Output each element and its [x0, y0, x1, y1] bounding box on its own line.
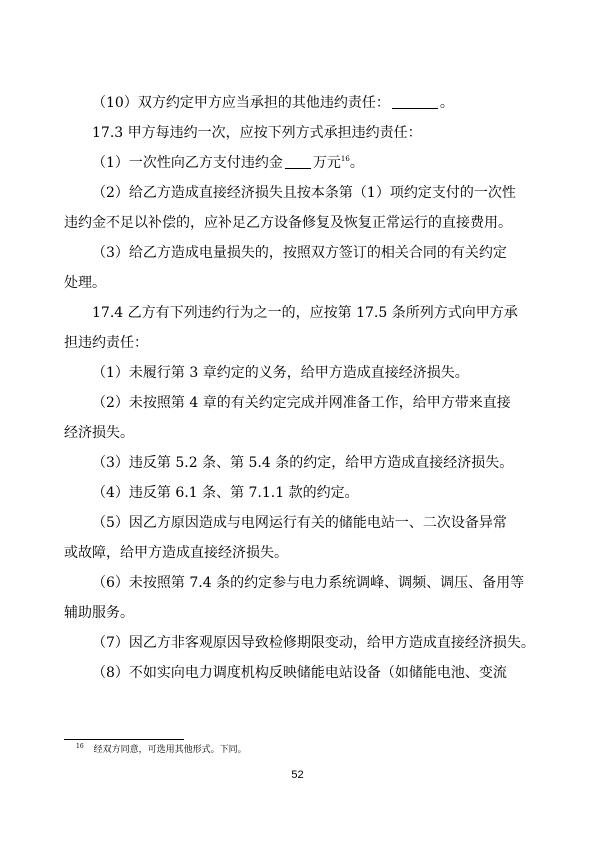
- paragraph-text: （8）不如实向电力调度机构反映储能电站设备（如储能电池、变流: [92, 665, 507, 681]
- paragraph-text: （1）一次性向乙方支付违约金: [92, 155, 283, 171]
- paragraph-text: （5）因乙方原因造成与电网运行有关的储能电站一、二次设备异常: [92, 515, 507, 531]
- paragraph-text: （2）给乙方造成直接经济损失且按本条第（1）项约定支付的一次性: [92, 185, 516, 201]
- paragraph-text: 辅助服务。: [64, 605, 134, 621]
- footnote-reference[interactable]: 16: [340, 155, 350, 163]
- list-item-2: [64, 388, 542, 448]
- paragraph-text: （2）未按照第 4 章的有关约定完成并网准备工作，给甲方带来直接: [92, 395, 511, 411]
- paragraph-text: 处理。: [64, 275, 106, 291]
- paragraph-text: （4）违反第 6.1 条、第 7.1.1 款的约定。: [92, 485, 359, 501]
- paragraph-text: 经济损失。: [64, 425, 134, 441]
- paragraph-10-other-liability: [64, 88, 542, 118]
- paragraph-text: （3）给乙方造成电量损失的，按照双方签订的相关合同的有关约定: [92, 245, 507, 261]
- paragraph-2-direct-loss: [64, 178, 542, 238]
- paragraph-text: （1）未履行第 3 章约定的义务，给甲方造成直接经济损失。: [92, 365, 469, 381]
- paragraph-text: 万元: [312, 155, 341, 171]
- clause-17-4-heading: [64, 298, 542, 358]
- footnote-text: 经双方同意，可选用其他形式。下同。: [93, 745, 247, 755]
- body-text: [64, 88, 542, 688]
- paragraph-3-energy-loss: [64, 238, 542, 298]
- paragraph-text: 或故障，给甲方造成直接经济损失。: [64, 545, 288, 561]
- fill-in-blank: [285, 154, 311, 169]
- page-number: 52: [291, 769, 304, 781]
- paragraph-text: （3）违反第 5.2 条、第 5.4 条的约定，给甲方造成直接经济损失。: [92, 455, 514, 471]
- list-item-8: [64, 658, 542, 688]
- paragraph-text: 。: [349, 155, 364, 171]
- paragraph-text: 。: [439, 95, 454, 111]
- paragraph-text: （7）因乙方非客观原因导致检修期限变动，给甲方造成直接经济损失。: [92, 635, 535, 651]
- paragraph-text: （6）未按照第 7.4 条的约定参与电力系统调峰、调频、调压、备用等: [92, 575, 525, 591]
- paragraph-text: 担违约责任：: [64, 335, 148, 351]
- list-item-7: [64, 628, 542, 658]
- list-item-1: [64, 358, 542, 388]
- paragraph-text: 17.3 甲方每违约一次，应按下列方式承担违约责任：: [92, 125, 422, 141]
- list-item-5: [64, 508, 542, 568]
- list-item-4: [64, 478, 542, 508]
- paragraph-text: 违约金不足以补偿的，应补足乙方设备修复及恢复正常运行的直接费用。: [64, 215, 512, 231]
- list-item-3: [64, 448, 542, 478]
- clause-17-3-heading: [64, 118, 542, 148]
- footnote-divider: [64, 739, 184, 740]
- paragraph-text: （10）双方约定甲方应当承担的其他违约责任：: [92, 95, 390, 111]
- paragraph-text: 17.4 乙方有下列违约行为之一的，应按第 17.5 条所列方式向甲方承: [92, 305, 518, 321]
- footnote-marker: 16: [76, 743, 84, 750]
- list-item-6: [64, 568, 542, 628]
- paragraph-1-penalty: [64, 148, 542, 178]
- fill-in-blank: [392, 94, 438, 109]
- footnote: [76, 743, 247, 757]
